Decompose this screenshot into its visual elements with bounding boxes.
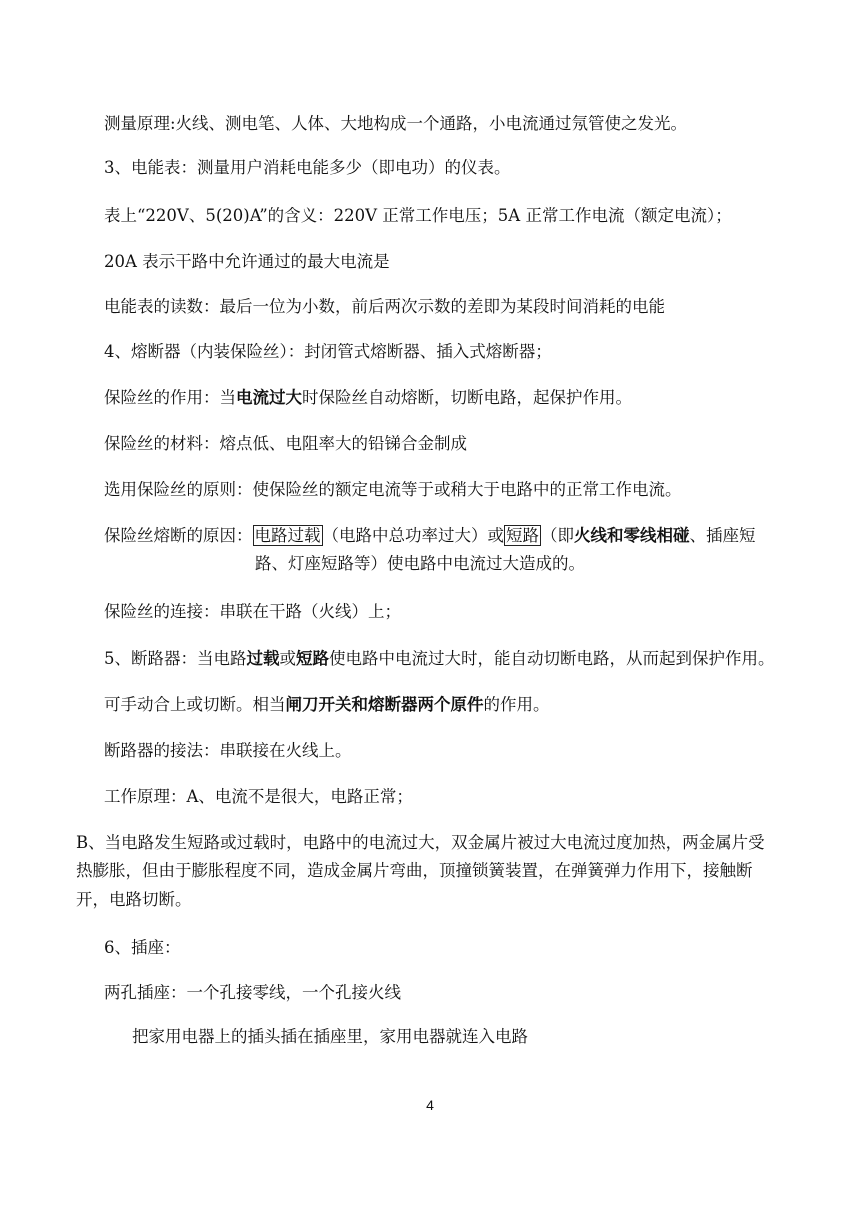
breaker-principle-b-line-1: B、当电路发生短路或过载时，电路中的电流过大，双金属片被过大电流过度加热，两金属片受 — [76, 833, 765, 852]
breaker-suffix: 使电路中电流过大时，能自动切断电路，从而起到保护作用。 — [329, 649, 775, 668]
fuse-cause-suffix: 、插座短 — [689, 526, 756, 545]
breaker-manual-suffix: 的作用。 — [483, 695, 550, 714]
breaker-principle-b-line-3: 开，电路切断。 — [76, 890, 192, 909]
boxed-short-circuit-term: 短路 — [506, 526, 539, 545]
meter-heading-line: 3、电能表：测量用户消耗电能多少（即电功）的仪表。 — [104, 158, 511, 177]
fuse-cause-mid2: （即 — [541, 526, 574, 545]
fuse-function-prefix: 保险丝的作用：当 — [104, 388, 236, 407]
tester-principle-line: 测量原理:火线、测电笔、人体、大地构成一个通路，小电流通过氖管使之发光。 — [104, 114, 688, 133]
fuse-heading-line: 4、熔断器（内装保险丝）：封闭管式熔断器、插入式熔断器； — [104, 342, 552, 361]
fuse-choice-line: 选用保险丝的原则：使保险丝的额定电流等于或稍大于电路中的正常工作电流。 — [104, 480, 682, 499]
breaker-manual-bold: 闸刀开关和熔断器两个原件 — [285, 695, 484, 714]
breaker-bold-short: 短路 — [296, 649, 329, 668]
page-number: 4 — [426, 1097, 434, 1113]
breaker-principle-a-line: 工作原理：A、电流不是很大，电路正常； — [104, 787, 413, 806]
fuse-function-line — [104, 387, 632, 409]
breaker-principle-b-line-2: 热膨胀，但由于膨胀程度不同，造成金属片弯曲，顶撞锁簧装置，在弹簧弹力作用下，接触断 — [76, 861, 753, 880]
meter-reading-line: 电能表的读数：最后一位为小数，前后两次示数的差即为某段时间消耗的电能 — [104, 297, 665, 316]
fuse-cause-line-2: 路、灯座短路等）使电路中电流过大造成的。 — [255, 554, 585, 573]
fuse-material-line: 保险丝的材料：熔点低、电阻率大的铅锑合金制成 — [104, 434, 467, 453]
meter-rating-line: 表上“220V、5(20)A”的含义：220V 正常工作电压；5A 正常工作电流（额定电流）； — [104, 206, 732, 225]
breaker-mid: 或 — [279, 649, 296, 668]
boxed-overload-term: 电路过载 — [254, 526, 321, 545]
breaker-prefix: 5、断路器：当电路 — [104, 649, 247, 668]
breaker-bold-overload: 过载 — [246, 649, 280, 668]
breaker-wiring-line: 断路器的接法：串联接在火线上。 — [104, 741, 352, 760]
fuse-cause-prefix: 保险丝熔断的原因： — [104, 526, 253, 545]
socket-heading-line: 6、插座： — [104, 938, 181, 957]
fuse-connection-line: 保险丝的连接：串联在干路（火线）上； — [104, 602, 401, 621]
breaker-heading-line — [104, 648, 775, 670]
fuse-cause-mid1: （电路中总功率过大）或 — [322, 526, 504, 545]
fuse-cause-bold: 火线和零线相碰 — [574, 526, 690, 545]
fuse-cause-line — [104, 525, 756, 547]
breaker-manual-line — [104, 694, 550, 716]
fuse-function-suffix: 时保险丝自动熔断，切断电路，起保护作用。 — [302, 388, 632, 407]
breaker-manual-prefix: 可手动合上或切断。相当 — [104, 695, 286, 714]
fuse-function-bold: 电流过大 — [236, 388, 302, 407]
socket-plug-line: 把家用电器上的插头插在插座里，家用电器就连入电路 — [132, 1027, 528, 1046]
socket-two-hole-line: 两孔插座：一个孔接零线，一个孔接火线 — [104, 983, 401, 1002]
meter-max-current-line: 20A 表示干路中允许通过的最大电流是 — [104, 252, 390, 271]
